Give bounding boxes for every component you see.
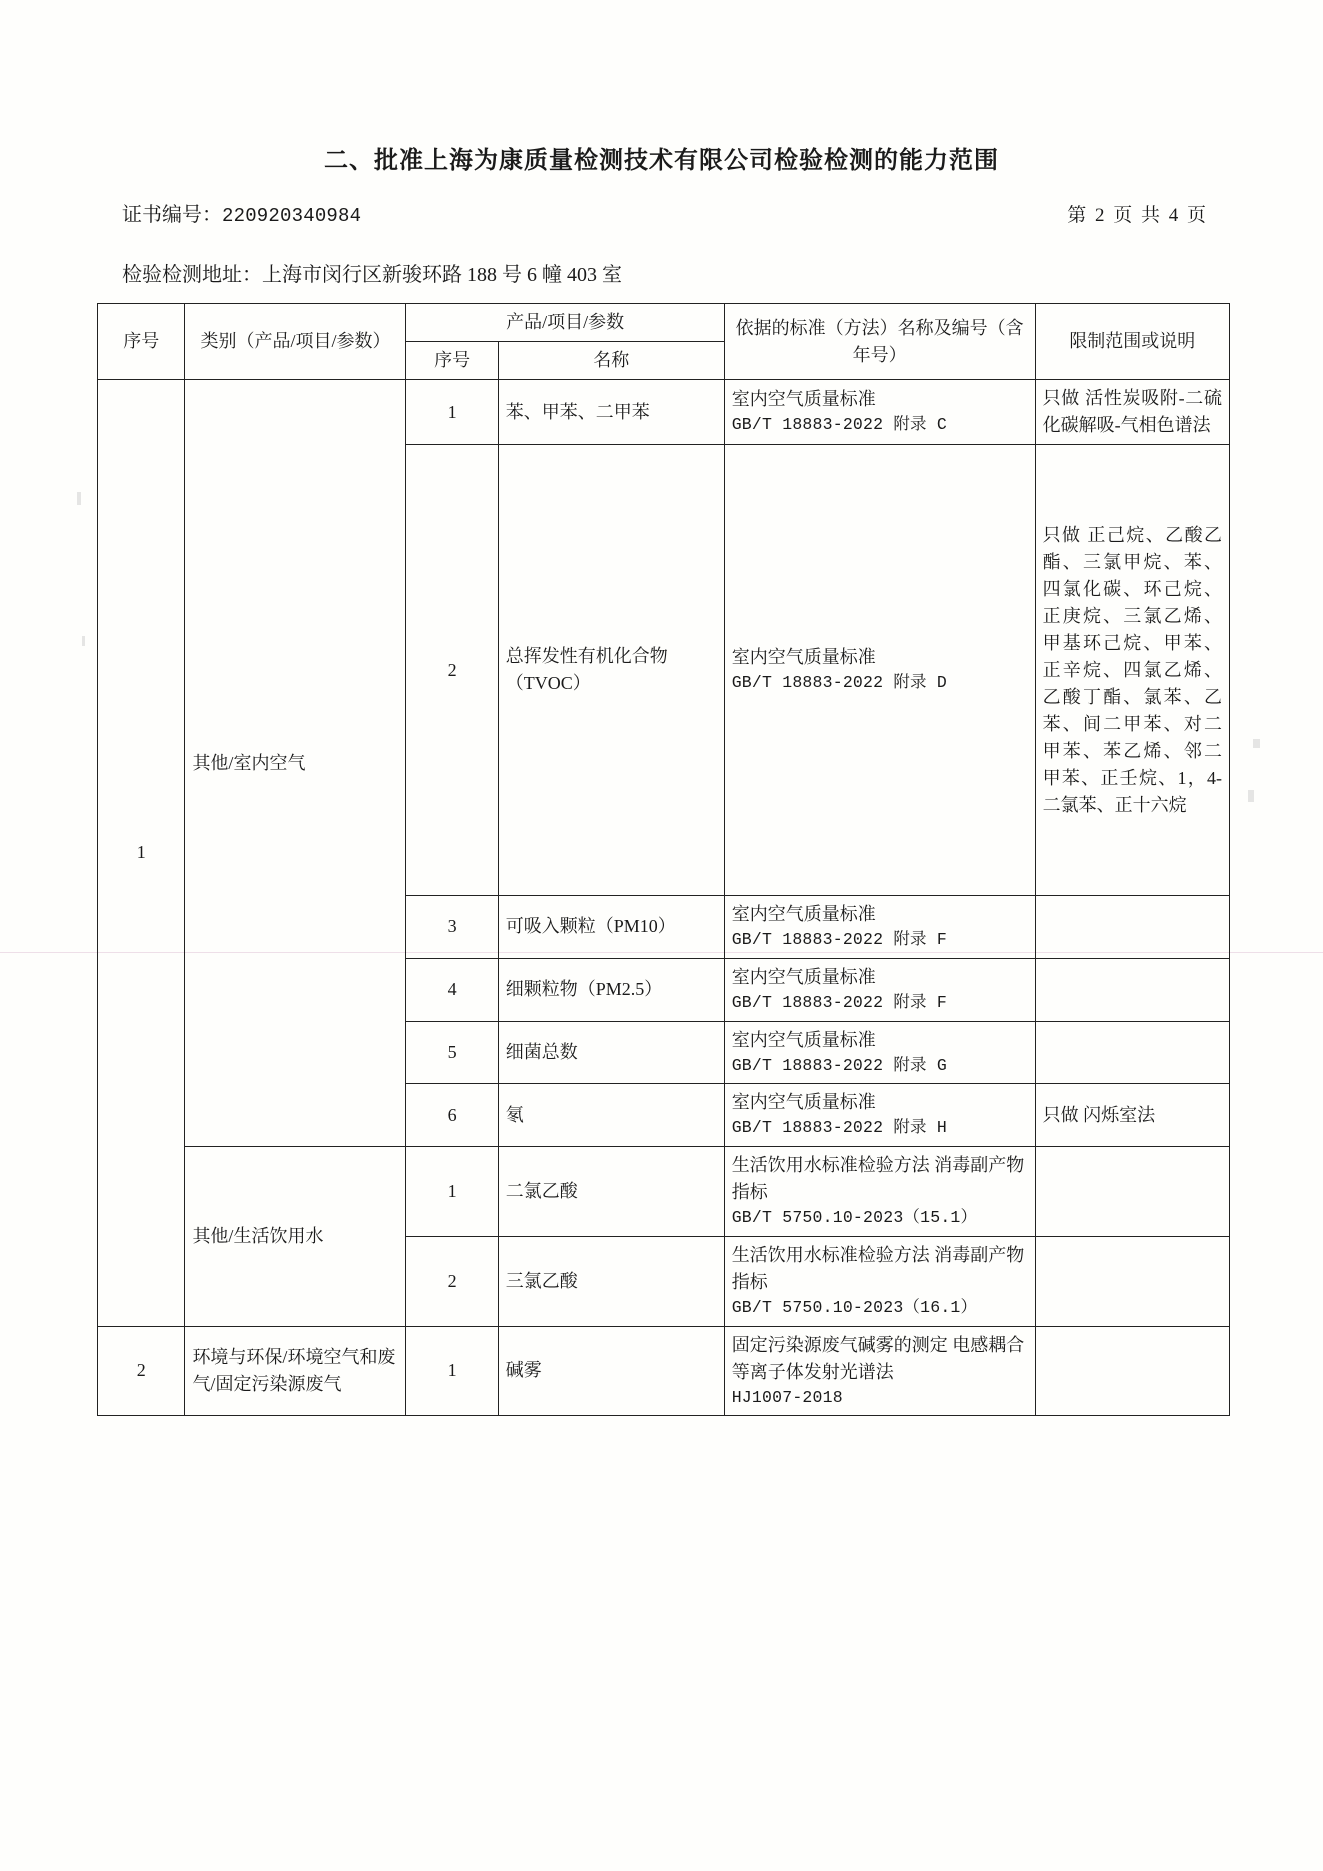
item-limit [1035, 1326, 1229, 1416]
address-value: 上海市闵行区新骏环路 188 号 6 幢 403 室 [262, 264, 622, 286]
item-standard-name: 室内空气质量标准 [731, 1029, 876, 1050]
item-standard [724, 1236, 1035, 1326]
item-limit [1035, 958, 1229, 1021]
header-category: 类别（产品/项目/参数） [185, 304, 406, 380]
item-name: 苯、甲苯、二甲苯 [498, 380, 724, 445]
item-limit: 只做 闪烁室法 [1035, 1084, 1229, 1147]
page-indicator: 第 2 页 共 4 页 [1067, 205, 1208, 226]
item-sub-seq: 3 [406, 896, 498, 959]
row-category: 其他/室内空气 [185, 380, 406, 1147]
certificate-number-line [122, 198, 361, 227]
certificate-number-label: 证书编号： [122, 204, 222, 226]
item-standard-code: GB/T 18883-2022 附录 H [731, 1118, 947, 1138]
table-header-row [98, 304, 1230, 342]
item-standard-name: 室内空气质量标准 [731, 647, 876, 668]
address-line [122, 258, 622, 287]
item-name: 二氯乙酸 [498, 1147, 724, 1237]
item-standard-code: GB/T 18883-2022 附录 D [731, 673, 947, 693]
row-seq: 2 [98, 1326, 185, 1416]
item-standard [724, 445, 1035, 896]
item-limit [1035, 1147, 1229, 1237]
item-standard-code: GB/T 18883-2022 附录 F [731, 992, 947, 1012]
page-title: 二、批准上海为康质量检测技术有限公司检验检测的能力范围 [324, 148, 999, 174]
item-standard-name: 室内空气质量标准 [731, 904, 876, 924]
header-sub-name: 名称 [498, 342, 724, 380]
scan-speck [1253, 739, 1260, 748]
item-sub-seq: 1 [406, 1147, 498, 1237]
scan-speck [1248, 790, 1254, 802]
table-row [98, 1147, 1230, 1237]
item-standard-code: GB/T 5750.10-2023（15.1） [731, 1208, 978, 1227]
item-standard-name: 生活饮用水标准检验方法 消毒副产物指标 [731, 1244, 1025, 1292]
item-sub-seq: 1 [406, 380, 498, 445]
capability-scope-table [97, 303, 1230, 1416]
item-sub-seq: 4 [406, 958, 498, 1021]
item-standard-code: GB/T 5750.10-2023（16.1） [731, 1297, 978, 1317]
item-standard-name: 室内空气质量标准 [731, 966, 876, 987]
item-standard [724, 1326, 1035, 1416]
item-standard-name: 生活饮用水标准检验方法 消毒副产物指标 [731, 1155, 1025, 1202]
item-sub-seq: 2 [406, 1236, 498, 1326]
row-category: 环境与环保/环境空气和废气/固定污染源废气 [185, 1326, 406, 1416]
scan-speck [82, 636, 85, 646]
certificate-number-value: 220920340984 [222, 205, 362, 227]
item-name: 总挥发性有机化合物（TVOC） [498, 445, 724, 896]
item-name: 可吸入颗粒（PM10） [498, 896, 724, 959]
item-standard [724, 896, 1035, 959]
item-standard [724, 958, 1035, 1021]
item-standard-code: HJ1007-2018 [731, 1387, 843, 1407]
item-standard-name: 室内空气质量标准 [731, 1092, 876, 1113]
item-standard [724, 1084, 1035, 1147]
item-standard-name: 室内空气质量标准 [731, 389, 876, 410]
item-standard [724, 380, 1035, 445]
row-seq: 1 [98, 380, 185, 1327]
item-sub-seq: 2 [406, 445, 498, 896]
item-name: 细菌总数 [498, 1021, 724, 1084]
item-name: 三氯乙酸 [498, 1236, 724, 1326]
header-product-group: 产品/项目/参数 [406, 304, 724, 342]
item-sub-seq: 6 [406, 1084, 498, 1147]
item-limit [1035, 1236, 1229, 1326]
item-limit [1035, 1021, 1229, 1084]
item-name: 氡 [498, 1084, 724, 1147]
header-limit: 限制范围或说明 [1035, 304, 1229, 380]
address-label: 检验检测地址： [122, 264, 262, 286]
item-name: 碱雾 [498, 1326, 724, 1416]
item-name: 细颗粒物（PM2.5） [498, 958, 724, 1021]
item-standard [724, 1021, 1035, 1084]
item-limit: 只做 正己烷、乙酸乙酯、三氯甲烷、苯、四氯化碳、环己烷、正庚烷、三氯乙烯、甲基环己烷、甲苯、正辛烷、四氯乙烯、乙酸丁酯、氯苯、乙苯、间二甲苯、对二甲苯、苯乙烯、邻二甲苯、正壬烷、1，4-二氯苯、正十六烷 [1035, 445, 1229, 896]
scan-speck [77, 492, 81, 505]
item-standard [724, 1147, 1035, 1237]
item-sub-seq: 5 [406, 1021, 498, 1084]
header-standard: 依据的标准（方法）名称及编号（含年号） [724, 304, 1035, 380]
item-limit: 只做 活性炭吸附-二硫化碳解吸-气相色谱法 [1035, 380, 1229, 445]
item-limit [1035, 896, 1229, 959]
item-standard-code: GB/T 18883-2022 附录 G [731, 1055, 947, 1075]
item-standard-name: 固定污染源废气碱雾的测定 电感耦合等离子体发射光谱法 [731, 1334, 1025, 1382]
header-seq: 序号 [98, 304, 185, 380]
item-sub-seq: 1 [406, 1326, 498, 1416]
table-row [98, 380, 1230, 445]
row-category: 其他/生活饮用水 [185, 1147, 406, 1327]
table-row [98, 1326, 1230, 1416]
header-sub-seq: 序号 [406, 342, 498, 380]
item-standard-code: GB/T 18883-2022 附录 C [731, 415, 947, 435]
item-standard-code: GB/T 18883-2022 附录 F [731, 930, 947, 949]
